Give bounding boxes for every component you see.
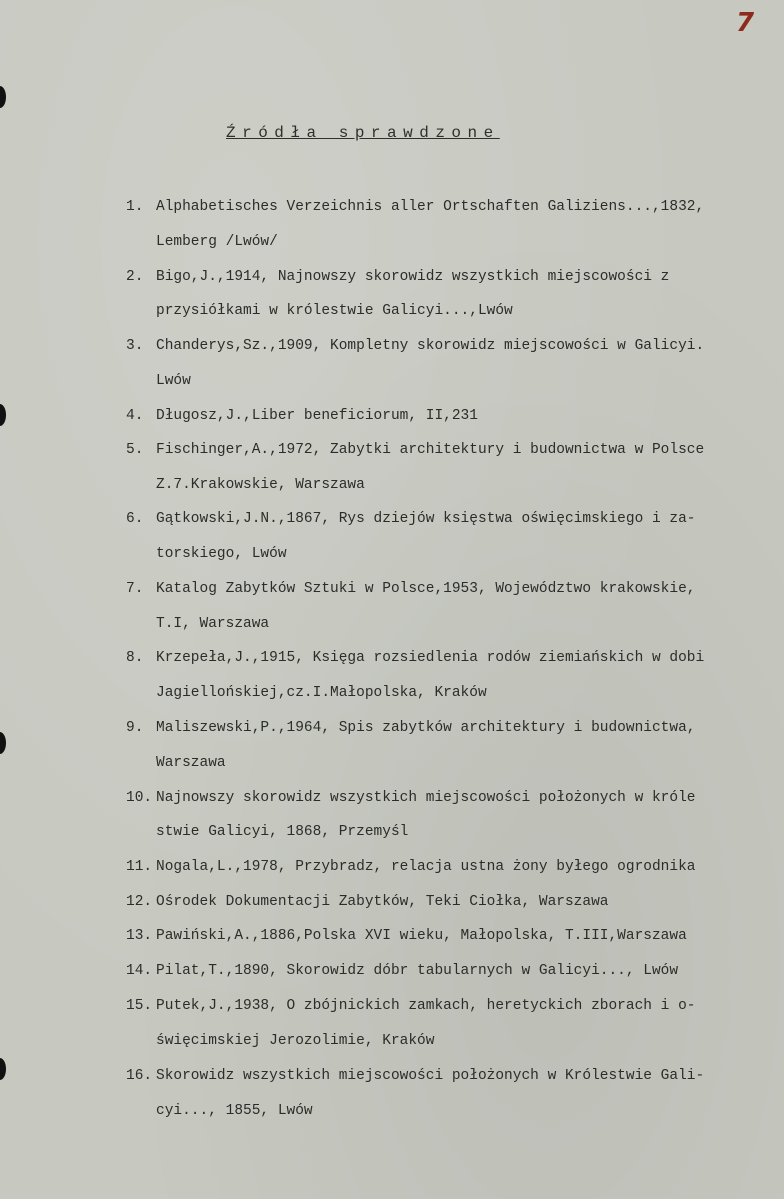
entry-number: 2. bbox=[126, 269, 144, 285]
entry-continuation: cyi..., 1855, Lwów bbox=[156, 1103, 313, 1119]
list-item bbox=[126, 511, 784, 527]
entry-text: Pilat,T.,1890, Skorowidz dóbr tabularnych w Galicyi..., Lwów bbox=[156, 963, 679, 979]
entry-text: Najnowszy skorowidz wszystkich miejscowości położonych w króle bbox=[156, 790, 696, 806]
punch-hole bbox=[0, 86, 6, 108]
entry-number: 8. bbox=[126, 650, 144, 666]
list-item bbox=[126, 338, 784, 354]
entry-number: 14. bbox=[126, 963, 153, 979]
entry-number: 9. bbox=[126, 720, 144, 736]
entry-text: Pawiński,A.,1886,Polska XVI wieku, Małopolska, T.III,Warszawa bbox=[156, 928, 687, 944]
entry-continuation: Lwów bbox=[156, 373, 191, 389]
entry-continuation: T.I, Warszawa bbox=[156, 616, 270, 632]
entry-number: 11. bbox=[126, 859, 153, 875]
page-title: Źródła sprawdzone bbox=[226, 124, 500, 142]
entry-text: Bigo,J.,1914, Najnowszy skorowidz wszystkich miejscowości z bbox=[156, 269, 670, 285]
entry-text: Maliszewski,P.,1964, Spis zabytków architektury i budownictwa, bbox=[156, 720, 696, 736]
entry-text: Gątkowski,J.N.,1867, Rys dziejów księstwa oświęcimskiego i za- bbox=[156, 511, 696, 527]
entry-continuation: przysiółkami w królestwie Galicyi...,Lwów bbox=[156, 303, 513, 319]
entry-number: 1. bbox=[126, 199, 144, 215]
entry-continuation: stwie Galicyi, 1868, Przemyśl bbox=[156, 824, 409, 840]
list-item bbox=[126, 928, 784, 944]
entry-text: Skorowidz wszystkich miejscowości położonych w Królestwie Gali- bbox=[156, 1068, 705, 1084]
entry-number: 4. bbox=[126, 408, 144, 424]
entry-number: 12. bbox=[126, 894, 153, 910]
entry-text: Ośrodek Dokumentacji Zabytków, Teki Ciołka, Warszawa bbox=[156, 894, 609, 910]
entry-text: Alphabetisches Verzeichnis aller Ortschaften Galiziens...,1832, bbox=[156, 199, 705, 215]
page-number: 7 bbox=[736, 8, 755, 38]
entry-text: Nogala,L.,1978, Przybradz, relacja ustna żony byłego ogrodnika bbox=[156, 859, 696, 875]
entry-number: 3. bbox=[126, 338, 144, 354]
list-item bbox=[126, 442, 784, 458]
list-item bbox=[126, 269, 784, 285]
entry-continuation: Warszawa bbox=[156, 755, 226, 771]
list-item bbox=[126, 790, 784, 806]
list-item bbox=[126, 650, 784, 666]
list-item bbox=[126, 1068, 784, 1084]
list-item bbox=[126, 894, 784, 910]
entry-text: Putek,J.,1938, O zbójnickich zamkach, heretyckich zborach i o- bbox=[156, 998, 696, 1014]
list-item bbox=[126, 859, 784, 875]
entry-number: 10. bbox=[126, 790, 153, 806]
entry-number: 16. bbox=[126, 1068, 153, 1084]
entry-continuation: Jagiellońskiej,cz.I.Małopolska, Kraków bbox=[156, 685, 487, 701]
list-item bbox=[126, 199, 784, 215]
entry-text: Chanderys,Sz.,1909, Kompletny skorowidz miejscowości w Galicyi. bbox=[156, 338, 705, 354]
list-item bbox=[126, 720, 784, 736]
list-item bbox=[126, 998, 784, 1014]
entry-number: 6. bbox=[126, 511, 144, 527]
list-item bbox=[126, 408, 784, 424]
entry-continuation: Lemberg /Lwów/ bbox=[156, 234, 278, 250]
entry-number: 7. bbox=[126, 581, 144, 597]
entry-number: 5. bbox=[126, 442, 144, 458]
entry-continuation: torskiego, Lwów bbox=[156, 546, 287, 562]
list-item bbox=[126, 963, 784, 979]
punch-hole bbox=[0, 404, 6, 426]
entry-number: 13. bbox=[126, 928, 153, 944]
entry-continuation: Z.7.Krakowskie, Warszawa bbox=[156, 477, 365, 493]
entry-text: Fischinger,A.,1972, Zabytki architektury i budownictwa w Polsce bbox=[156, 442, 705, 458]
entry-number: 15. bbox=[126, 998, 153, 1014]
list-item bbox=[126, 581, 784, 597]
entry-text: Katalog Zabytków Sztuki w Polsce,1953, Województwo krakowskie, bbox=[156, 581, 696, 597]
punch-hole bbox=[0, 1058, 6, 1080]
entry-text: Długosz,J.,Liber beneficiorum, II,231 bbox=[156, 408, 478, 424]
entry-text: Krzepeła,J.,1915, Księga rozsiedlenia rodów ziemiańskich w dobi bbox=[156, 650, 705, 666]
punch-hole bbox=[0, 732, 6, 754]
entry-continuation: święcimskiej Jerozolimie, Kraków bbox=[156, 1033, 435, 1049]
